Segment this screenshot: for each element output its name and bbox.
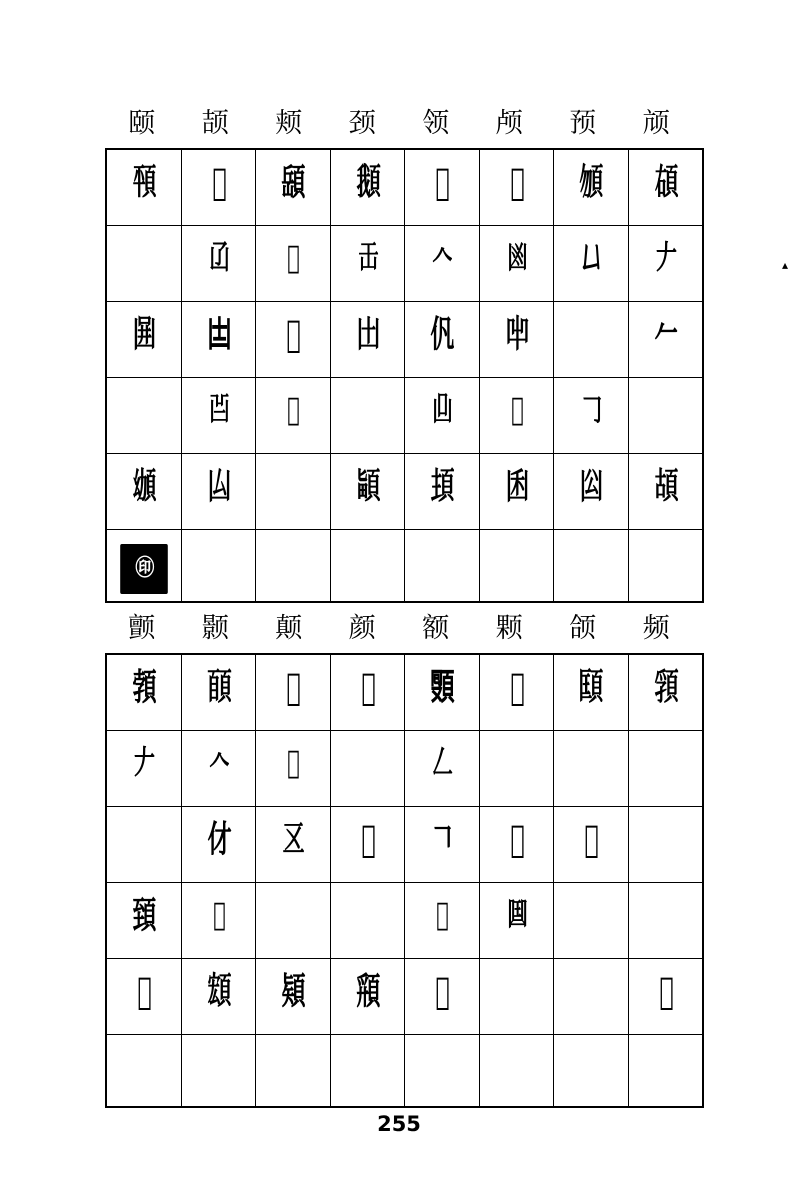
seal-glyph (114, 1025, 173, 1112)
seal-glyph (561, 520, 620, 607)
glyph-cell (256, 1035, 331, 1108)
header-char-2-2: 颢 (201, 613, 229, 644)
seal-glyph: 𩑳 (132, 161, 155, 205)
glyph-cell (554, 1035, 629, 1108)
glyph-cell (405, 1035, 480, 1108)
glyph-cell (479, 149, 554, 226)
seal-glyph: 𩓚 (356, 970, 379, 1014)
seal-glyph: 𩓗 (137, 970, 151, 1014)
glyph-cell (181, 731, 256, 807)
header-char-1-7: 预 (569, 108, 597, 139)
glyph-cell (628, 302, 703, 378)
seal-glyph: 𠂇 (134, 745, 154, 782)
glyph-cell (405, 883, 480, 959)
table-row (106, 302, 703, 378)
glyph-cell (181, 530, 256, 603)
table-row (106, 654, 703, 731)
table-row (106, 530, 703, 603)
table-row (106, 959, 703, 1035)
glyph-cell (405, 149, 480, 226)
seal-glyph: 𠦺 (287, 392, 299, 429)
glyph-cell (405, 302, 480, 378)
glyph-cell (628, 731, 703, 807)
glyph-cell (106, 378, 181, 454)
glyph-cell (628, 378, 703, 454)
seal-glyph: 𠙻 (357, 240, 377, 277)
glyph-cell (181, 302, 256, 378)
seal-glyph: 𩓙 (281, 970, 304, 1014)
glyph-cell (181, 226, 256, 302)
glyph-cell (405, 654, 480, 731)
glyph-cell (479, 959, 554, 1035)
seal-glyph: 𩓜 (658, 970, 672, 1014)
glyph-cell (479, 302, 554, 378)
glyph-cell (256, 530, 331, 603)
header-char-2-1: 颤 (128, 613, 156, 644)
table-row (106, 454, 703, 530)
header-char-2-7: 颌 (569, 613, 597, 644)
glyph-cell (405, 378, 480, 454)
table-row (106, 731, 703, 807)
header-char-1-4: 颈 (348, 108, 376, 139)
glyph-cell (256, 654, 331, 731)
seal-glyph: 𠆩 (430, 313, 453, 357)
glyph-cell (554, 149, 629, 226)
seal-glyph: 𠚅 (579, 465, 602, 509)
glyph-cell (181, 378, 256, 454)
seal-glyph: 𠄡 (281, 818, 304, 862)
glyph-cell (405, 807, 480, 883)
seal-glyph (412, 1025, 471, 1112)
glyph-cell (554, 654, 629, 731)
table-row (106, 378, 703, 454)
glyph-cell (330, 302, 405, 378)
glyph-cell (330, 454, 405, 530)
seal-glyph: 𠚎 (132, 313, 155, 357)
glyph-cell (256, 959, 331, 1035)
glyph-cell (181, 883, 256, 959)
seal-glyph: 𠃍 (430, 818, 453, 862)
glyph-cell (106, 226, 181, 302)
glyph-cell (256, 378, 331, 454)
glyph-cell (330, 731, 405, 807)
glyph-cell (106, 731, 181, 807)
glyph-cell (330, 226, 405, 302)
seal-glyph: 𠦼 (287, 240, 299, 277)
seal-glyph: 𩓓 (360, 666, 374, 710)
glyph-cell (181, 454, 256, 530)
seal-glyph: 𠃌 (581, 392, 601, 429)
seal-glyph: 𩒵 (356, 465, 379, 509)
glyph-cell (479, 807, 554, 883)
seal-glyph: 𠚖 (506, 897, 526, 934)
seal-glyph: 𠂇 (655, 240, 675, 277)
glyph-cell (405, 454, 480, 530)
header-char-2-6: 颗 (495, 613, 523, 644)
glyph-cell (181, 654, 256, 731)
seal-glyph: 𩓔 (430, 666, 453, 710)
seal-glyph (263, 520, 322, 607)
header-char-1-5: 领 (422, 108, 450, 139)
seal-glyph: 𠆢 (208, 745, 228, 782)
glyph-cell (405, 226, 480, 302)
seal-glyph: 𠆫 (207, 818, 230, 862)
glyph-cell (628, 807, 703, 883)
glyph-cell (628, 149, 703, 226)
seal-glyph: 𠚇 (510, 392, 522, 429)
header-char-1-3: 颊 (275, 108, 303, 139)
glyph-cell (628, 883, 703, 959)
seal-glyph: 𠄠 (287, 745, 299, 782)
seal-glyph: 𩓊 (509, 161, 523, 205)
glyph-cell (330, 530, 405, 603)
glyph-cell (405, 731, 480, 807)
seal-glyph: 𩓛 (435, 970, 449, 1014)
table-row (106, 883, 703, 959)
glyph-cell (479, 530, 554, 603)
glyph-cell (405, 530, 480, 603)
glyph-cell (256, 883, 331, 959)
header-char-1-1: 颐 (128, 108, 156, 139)
glyph-cell (106, 454, 181, 530)
glyph-cell (554, 530, 629, 603)
seal-glyph: 𩑴 (132, 465, 155, 509)
seal-glyph: 𠙽 (207, 313, 230, 357)
seal-stamp-glyph: ㊞ (120, 544, 168, 594)
seal-glyph: 𠂉 (654, 313, 677, 357)
seal-glyph: 𠆬 (360, 818, 374, 862)
seal-glyph (338, 520, 397, 607)
seal-glyph: 𩓕 (509, 666, 523, 710)
glyph-cell (106, 149, 181, 226)
glyph-cell (479, 454, 554, 530)
glyph-cell (106, 302, 181, 378)
glyph-cell (479, 1035, 554, 1108)
glyph-cell (479, 883, 554, 959)
header-char-2-3: 颠 (275, 613, 303, 644)
glyph-cell (479, 654, 554, 731)
seal-script-grid-1 (105, 148, 704, 603)
seal-glyph: 𩓑 (207, 666, 230, 710)
seal-glyph: 𠚆 (505, 313, 528, 357)
seal-glyph: 𩓥 (281, 161, 304, 205)
glyph-cell (106, 959, 181, 1035)
glyph-cell (181, 807, 256, 883)
seal-glyph: 𠆢 (432, 240, 452, 277)
glyph-cell (628, 226, 703, 302)
glyph-cell (106, 530, 181, 603)
seal-glyph: 𠚍 (506, 240, 526, 277)
glyph-cell (628, 454, 703, 530)
seal-glyph: 𩑲 (654, 161, 677, 205)
header-char-1-6: 颅 (495, 108, 523, 139)
glyph-cell (330, 149, 405, 226)
glyph-cell (181, 959, 256, 1035)
table-row (106, 807, 703, 883)
seal-glyph (189, 1025, 248, 1112)
glyph-cell (479, 731, 554, 807)
glyph-cell (554, 302, 629, 378)
glyph-cell (330, 959, 405, 1035)
glyph-cell (479, 226, 554, 302)
glyph-cell (256, 302, 331, 378)
seal-glyph: 𠙿 (208, 392, 228, 429)
glyph-cell (554, 807, 629, 883)
seal-glyph (636, 1025, 695, 1112)
header-char-2-5: 额 (422, 613, 450, 644)
seal-glyph: 𩓖 (654, 666, 677, 710)
seal-glyph: 𩒎 (435, 161, 449, 205)
glyph-cell (330, 378, 405, 454)
seal-glyph (338, 1025, 397, 1112)
seal-glyph: 𩒰 (356, 161, 379, 205)
seal-glyph (487, 520, 546, 607)
glyph-cell (106, 807, 181, 883)
seal-glyph: 𠚉 (505, 465, 528, 509)
seal-glyph (263, 1025, 322, 1112)
seal-glyph: 𠚔 (509, 818, 523, 862)
seal-glyph (189, 520, 248, 607)
glyph-cell (256, 454, 331, 530)
seal-glyph: 𠙷 (356, 313, 379, 357)
glyph-cell (554, 959, 629, 1035)
seal-glyph: 𩒐 (132, 894, 155, 938)
seal-glyph: 𠙸 (207, 465, 230, 509)
seal-glyph (636, 520, 695, 607)
seal-glyph: 𩓘 (207, 970, 230, 1014)
seal-script-grid-2 (105, 653, 704, 1108)
glyph-cell (106, 654, 181, 731)
table-row (106, 1035, 703, 1108)
seal-glyph: 𠚕 (584, 818, 598, 862)
glyph-cell (256, 149, 331, 226)
seal-glyph: 𩓒 (286, 666, 300, 710)
seal-glyph (412, 520, 471, 607)
seal-glyph (561, 1025, 620, 1112)
glyph-cell (554, 731, 629, 807)
table-row (106, 226, 703, 302)
glyph-cell (405, 959, 480, 1035)
seal-glyph: 𠙼 (432, 392, 452, 429)
glyph-cell (330, 883, 405, 959)
seal-glyph: 𩒅 (211, 161, 225, 205)
header-char-1-2: 颉 (201, 108, 229, 139)
glyph-cell (330, 654, 405, 731)
seal-glyph (487, 1025, 546, 1112)
glyph-cell (181, 149, 256, 226)
glyph-cell (330, 807, 405, 883)
glyph-cell (106, 883, 181, 959)
glyph-cell (479, 378, 554, 454)
glyph-cell (554, 378, 629, 454)
seal-glyph: 𩑮 (579, 161, 602, 205)
seal-glyph: 𠦻 (286, 313, 300, 357)
seal-glyph: 𠃋 (432, 745, 452, 782)
seal-glyph: 𩑶 (654, 465, 677, 509)
page-number: 255 (377, 1112, 421, 1136)
header-char-2-8: 频 (642, 613, 670, 644)
glyph-cell (628, 959, 703, 1035)
glyph-cell (628, 654, 703, 731)
glyph-cell (106, 1035, 181, 1108)
glyph-cell (330, 1035, 405, 1108)
table-row (106, 149, 703, 226)
seal-glyph: 𠙶 (208, 240, 228, 277)
seal-glyph: 𩒑 (579, 666, 602, 710)
header-char-2-4: 颜 (348, 613, 376, 644)
seal-glyph: 𠙴 (581, 240, 601, 277)
seal-glyph: 𠆭 (212, 897, 224, 934)
seal-glyph: 𠃎 (436, 897, 448, 934)
glyph-cell (554, 226, 629, 302)
glyph-cell (256, 807, 331, 883)
character-block-2 (105, 605, 693, 1108)
glyph-cell (628, 1035, 703, 1108)
character-block-1 (105, 100, 693, 603)
glyph-cell (628, 530, 703, 603)
header-char-1-8: 颃 (642, 108, 670, 139)
glyph-cell (256, 731, 331, 807)
glyph-cell (181, 1035, 256, 1108)
glyph-cell (256, 226, 331, 302)
scan-edge-mark: ▴ (782, 258, 789, 272)
seal-glyph: 𩓐 (132, 666, 155, 710)
glyph-cell (554, 454, 629, 530)
glyph-cell (554, 883, 629, 959)
seal-glyph: 𩒊 (430, 465, 453, 509)
